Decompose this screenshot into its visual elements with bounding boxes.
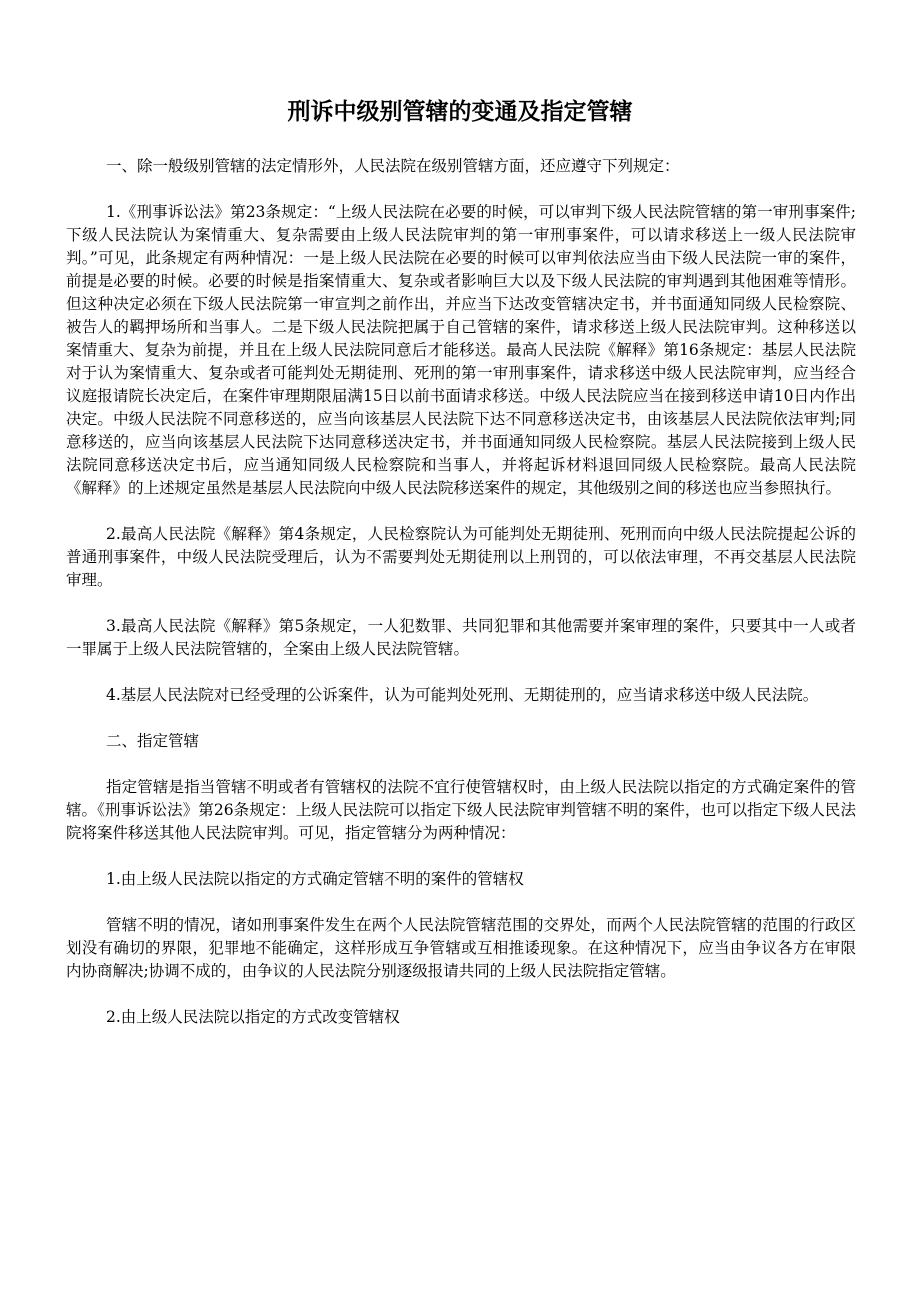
paragraph-designated-jurisdiction: 指定管辖是指当管辖不明或者有管辖权的法院不宜行使管辖权时，由上级人民法院以指定的方式确定案件的管辖。《刑事诉讼法》第26条规定：上级人民法院可以指定下级人民法院审判管辖不明的案件，也可以指定下级人民法院将案件移送其他人民法院审判。可见，指定管辖分为两种情况： (66, 778, 856, 842)
paragraph-subheading-1: 1.由上级人民法院以指定的方式确定管辖不明的案件的管辖权 (106, 870, 524, 888)
document-body (66, 155, 856, 1052)
paragraph-item-3: 3.最高人民法院《解释》第5条规定，一人犯数罪、共同犯罪和其他需要并案审理的案件，只要其中一人或者一罪属于上级人民法院管辖的，全案由上级人民法院管辖。 (66, 617, 856, 658)
document-title: 刑诉中级别管辖的变通及指定管辖 (287, 99, 633, 125)
paragraph-item-1: 1.《刑事诉讼法》第23条规定：“上级人民法院在必要的时候，可以审判下级人民法院管辖的第一审刑事案件;下级人民法院认为案情重大、复杂需要由上级人民法院审判的第一审刑事案件，可以请求移送上一级人民法院审判。”可见，此条规定有两种情况：一是上级人民法院在必要的时候可以审判依法应当由下级人民法院一审的案件，前提是必要的时候。必要的时候是指案情重大、复杂或者影响巨大以及下级人民法院的审判遇到其他困难等情形。但这种决定必须在下级人民法院第一审宣判之前作出，并应当下达改变管辖决定书，并书面通知同级人民检察院、被告人的羁押场所和当事人。二是下级人民法院把属于自己管辖的案件，请求移送上级人民法院审判。这种移送以案情重大、复杂为前提，并且在上级人民法院同意后才能移送。最高人民法院《解释》第16条规定：基层人民法院对于认为案情重大、复杂或者可能判处无期徒刑、死刑的第一审刑事案件，请求移送中级人民法院审判，应当经合议庭报请院长决定后，在案件审理期限届满15日以前书面请求移送。中级人民法院应当在接到移送申请10日内作出决定。中级人民法院不同意移送的，应当向该基层人民法院下达不同意移送决定书，由该基层人民法院依法审判;同意移送的，应当向该基层人民法院下达同意移送决定书，并书面通知同级人民检察院。基层人民法院接到上级人民法院同意移送决定书后，应当通知同级人民检察院和当事人，并将起诉材料退回同级人民检察院。最高人民法院《解释》的上述规定虽然是基层人民法院向中级人民法院移送案件的规定，其他级别之间的移送也应当参照执行。 (66, 203, 856, 497)
paragraph-subheading-2: 2.由上级人民法院以指定的方式改变管辖权 (106, 1008, 400, 1026)
section-heading-2: 二、指定管辖 (106, 732, 200, 750)
paragraph-unclear-jurisdiction: 管辖不明的情况，诸如刑事案件发生在两个人民法院管辖范围的交界处，而两个人民法院管辖的范围的行政区划没有确切的界限，犯罪地不能确定，这样形成互争管辖或互相推诿现象。在这种情况下，应当由争议各方在审限内协商解决;协调不成的，由争议的人民法院分别逐级报请共同的上级人民法院指定管辖。 (66, 916, 856, 980)
paragraph-item-4: 4.基层人民法院对已经受理的公诉案件，认为可能判处死刑、无期徒刑的，应当请求移送中级人民法院。 (106, 686, 819, 704)
section-heading-1: 一、除一般级别管辖的法定情形外，人民法院在级别管辖方面，还应遵守下列规定： (106, 157, 680, 175)
paragraph-item-2: 2.最高人民法院《解释》第4条规定，人民检察院认为可能判处无期徒刑、死刑而向中级人民法院提起公诉的普通刑事案件，中级人民法院受理后，认为不需要判处无期徒刑以上刑罚的，可以依法审理，不再交基层人民法院审理。 (66, 525, 856, 589)
